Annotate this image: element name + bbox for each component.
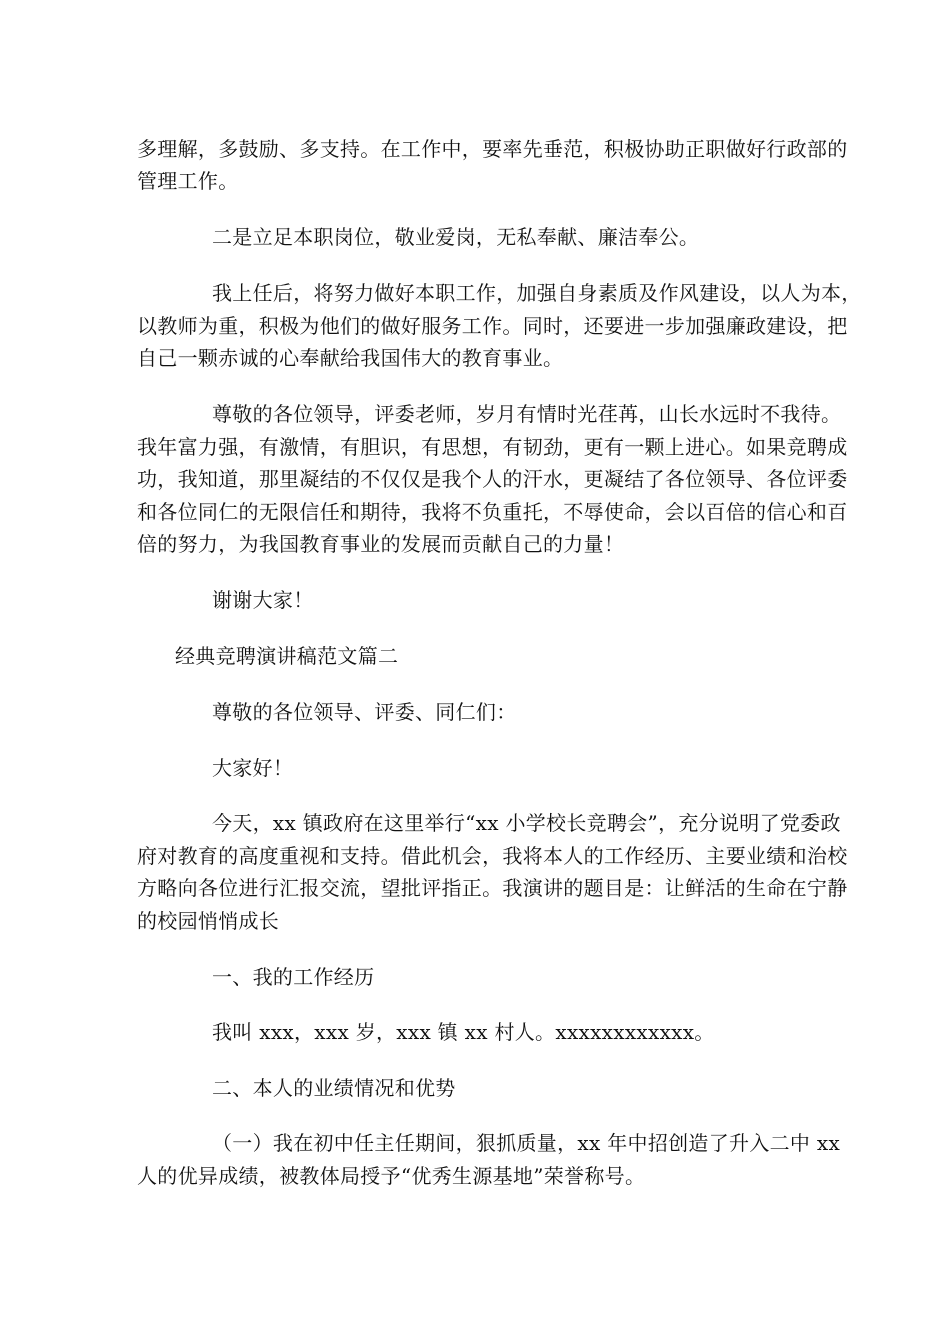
text-line: 大家好！	[212, 756, 294, 780]
text-line: 府对教育的高度重视和支持。借此机会，我将本人的工作经历、主要业绩和治校	[137, 844, 848, 868]
text-line: 一、我的工作经历	[212, 965, 375, 989]
text-line: （一）我在初中任主任期间，狠抓质量，xx 年中招创造了升入二中 xx	[212, 1131, 841, 1155]
text-line: 多理解，多鼓励、多支持。在工作中，要率先垂范，积极协助正职做好行政部的	[137, 137, 848, 161]
text-line: 人的优异成绩，被教体局授予“优秀生源基地”荣誉称号。	[137, 1164, 646, 1188]
section-title: 经典竞聘演讲稿范文篇二	[175, 644, 399, 668]
text-line: 谢谢大家！	[212, 588, 314, 612]
text-line: 的校园悄悄成长	[137, 909, 280, 933]
text-line: 倍的努力，为我国教育事业的发展而贡献自己的力量！	[137, 532, 625, 556]
text-line: 和各位同仁的无限信任和期待，我将不负重托，不辱使命，会以百倍的信心和百	[137, 500, 848, 524]
text-line: 我年富力强，有激情，有胆识，有思想，有韧劲，更有一颗上进心。如果竞聘成	[137, 435, 848, 459]
text-line: 今天，xx 镇政府在这里举行“xx 小学校长竞聘会”，充分说明了党委政	[212, 811, 841, 835]
text-line: 尊敬的各位领导、评委、同仁们：	[212, 700, 517, 724]
text-line: 功，我知道，那里凝结的不仅仅是我个人的汗水，更凝结了各位领导、各位评委	[137, 467, 848, 491]
text-line: 管理工作。	[137, 169, 239, 193]
text-line: 二、本人的业绩情况和优势	[212, 1076, 456, 1100]
text-line: 我叫 xxx，xxx 岁，xxx 镇 xx 村人。xxxxxxxxxxxx。	[212, 1020, 715, 1044]
text-line: 我上任后，将努力做好本职工作，加强自身素质及作风建设，以人为本，	[212, 281, 862, 305]
text-line: 以教师为重，积极为他们的做好服务工作。同时，还要进一步加强廉政建设，把	[137, 314, 848, 338]
text-line: 自己一颗赤诚的心奉献给我国伟大的教育事业。	[137, 346, 564, 370]
text-line: 二是立足本职岗位，敬业爱岗，无私奉献、廉洁奉公。	[212, 225, 700, 249]
text-line: 方略向各位进行汇报交流，望批评指正。我演讲的题目是：让鲜活的生命在宁静	[137, 876, 848, 900]
text-line: 尊敬的各位领导，评委老师，岁月有情时光荏苒，山长水远时不我待。	[212, 402, 842, 426]
